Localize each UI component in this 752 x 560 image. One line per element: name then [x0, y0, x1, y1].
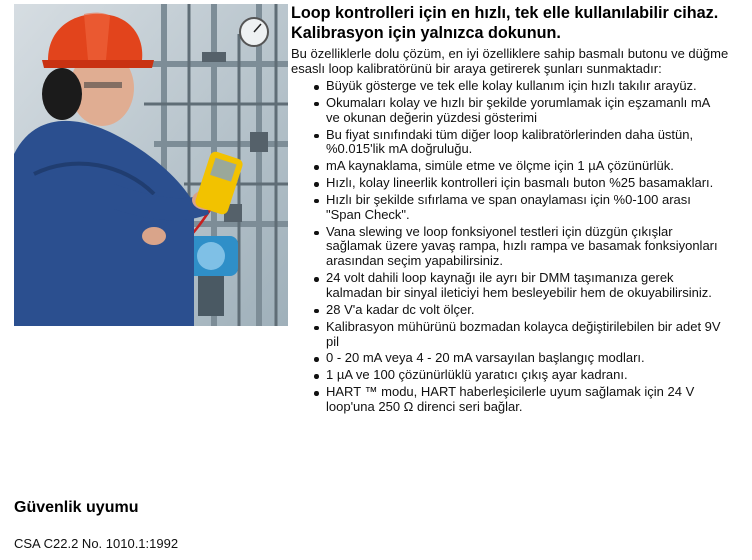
list-item: Kalibrasyon mühürünü bozmadan kolayca değiştirilebilen bir adet 9V pil [326, 320, 741, 350]
feature-list [291, 79, 741, 415]
list-item: Hızlı bir şekilde sıfırlama ve span onaylaması için %0-100 arası "Span Check". [326, 193, 741, 223]
intro-text: Bu özelliklerle dolu çözüm, en iyi özelliklere sahip basmalı butonu ve düğme esaslı loop kalibratörünü bir araya getirerek şunları sunmaktadır: [291, 46, 729, 76]
technician-photo [14, 4, 288, 326]
list-item: HART ™ modu, HART haberleşicilerle uyum sağlamak için 24 V loop'una 250 Ω direnci seri bağlar. [326, 385, 741, 415]
list-item: Vana slewing ve loop fonksiyonel testleri için düzgün çıkışlar sağlamak üzere yavaş rampa, hızlı rampa ve basamak fonksiyonları arasından seçim yapabilirsiniz. [326, 225, 741, 270]
list-item: 1 µA ve 100 çözünürlüklü yaratıcı çıkış ayar kadranı. [326, 368, 741, 383]
list-item: Okumaları kolay ve hızlı bir şekilde yorumlamak için eşzamanlı mA ve okunan değerin yüzdesi gösterimi [326, 96, 741, 126]
list-item: Bu fiyat sınıfındaki tüm diğer loop kalibratörlerinden daha üstün, %0.015'lik mA doğruluğu. [326, 128, 741, 158]
safety-standard: CSA C22.2 No. 1010.1:1992 [14, 536, 179, 551]
list-item: 24 volt dahili loop kaynağı ile ayrı bir DMM taşımanıza gerek kalmadan bir sinyal ileticiyi hem besleyebilir hem de okuyabilirsiniz. [326, 271, 741, 301]
list-item: 28 V'a kadar dc volt ölçer. [326, 303, 741, 318]
product-description [291, 4, 741, 417]
list-item: Hızlı, kolay lineerlik kontrolleri için basmalı buton %25 basamakları. [326, 176, 741, 191]
list-item: mA kaynaklama, simüle etme ve ölçme için 1 µA çözünürlük. [326, 159, 741, 174]
list-item: 0 - 20 mA veya 4 - 20 mA varsayılan başlangıç modları. [326, 351, 741, 366]
list-item: Büyük gösterge ve tek elle kolay kullanım için hızlı takılır arayüz. [326, 79, 741, 94]
safety-section-title: Güvenlik uyumu [14, 499, 139, 516]
headline: Loop kontrolleri için en hızlı, tek elle kullanılabilir cihaz. Kalibrasyon için yalnızca dokunun. [291, 4, 719, 42]
